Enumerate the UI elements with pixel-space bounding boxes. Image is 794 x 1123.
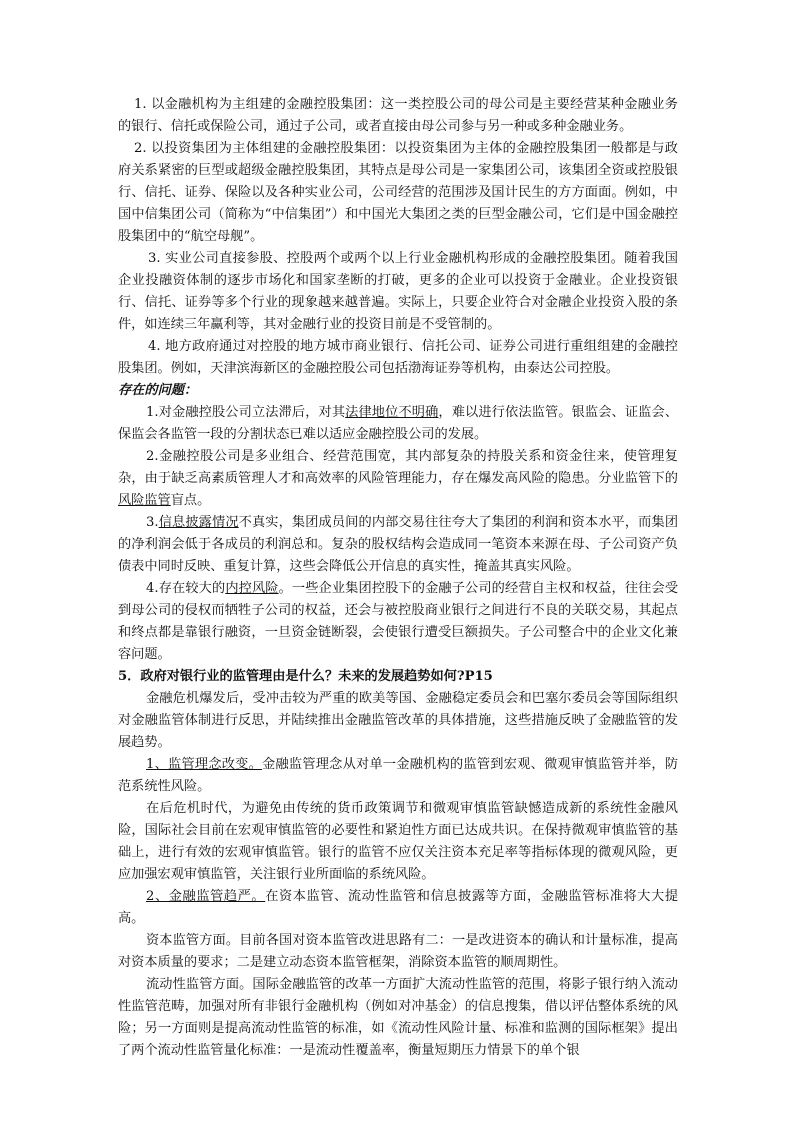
trend-2 [118,886,678,930]
problem-item-2 [118,446,678,512]
paragraph-type-4: 4. 地方政府通过对控股的地方城市商业银行、信托公司、证券公司进行重组组建的金融控股集团。例如，天津滨海新区的金融控股公司包括渤海证券等机构，由泰达公司控股。 [118,339,678,376]
problem-item-3 [118,512,678,578]
problem-item-1 [118,402,678,446]
problem-1-text-a: 1.对金融控股公司立法滞后，对其 [146,405,346,420]
liquidity-regulation-paragraph: 流动性监管方面。国际金融监管的改革一方面扩大流动性监管的范围，将影子银行纳入流动性监管范畴，加强对所有非银行金融机构（例如对冲基金）的信息搜集，借以评估整体系统的风险；另一方面则是提高流动性监管的标准，如《流动性风险计量、标准和监测的国际框架》提出了两个流动性监管量化标准：一是流动性覆盖率，衡量短期压力情景下的单个银 [118,977,678,1058]
problem-3-underlined: 信息披露情况 [158,515,239,530]
trend-1 [118,754,678,798]
problem-1-text-b: ，难以进行依法监管。银监会、证监会、保监会各监管一段的分割状态已难以适应金融控股公司的发展。 [118,405,679,442]
problem-3-text-b: 不真实，集团成员间的内部交易往往夸大了集团的利润和资本水平，而集团的净利润会低于各成员的利润总和。复杂的股权结构会造成同一笔资本来源在母、子公司资产负债表中同时反映、重复计算，这些会降低公开信息的真实性，掩盖其真实风险。 [118,515,679,574]
paragraph-type-1: 1. 以金融机构为主组建的金融控股集团：这一类控股公司的母公司是主要经营某种金融业务的银行、信托或保险公司，通过子公司，或者直接由母公司参与另一种或多种金融业务。 [118,97,678,134]
problem-3-text-a: 3. [146,515,159,530]
trend-1-title: 1、监管理念改变。 [146,757,263,772]
paragraph-type-2: 2. 以投资集团为主体组建的金融控股集团：以投资集团为主体的金融控股集团一般都是与政府关系紧密的巨型或超级金融控股集团，其特点是母公司是一家集团公司，该集团全资或控股银行、信托、证券、保险以及各种实业公司，公司经营的范围涉及国计民生的方方面面。例如，中国中信集团公司（简称为“中信集团”）和中国光大集团之类的巨型金融公司，它们是中国金融控股集团中的“航空母舰”。 [118,141,678,244]
problem-4-text-a: 4.存在较大的 [146,581,226,596]
problems-heading: 存在的问题： [118,383,198,398]
question-5-intro: 金融危机爆发后，受冲击较为严重的欧美等国、金融稳定委员会和巴塞尔委员会等国际组织对金融监管体制进行反思，并陆续推出金融监管改革的具体措施，这些措施反映了金融监管的发展趋势。 [118,691,678,750]
problem-4-underlined: 内控风险 [225,581,279,596]
trend-2-text: 在资本监管、流动性监管和信息披露等方面，金融监管标准将大大提高。 [118,889,679,926]
problem-2-text-b: 盲点。 [170,493,211,508]
trend-1-detail: 在后危机时代，为避免由传统的货币政策调节和微观审慎监管缺憾造成新的系统性金融风险，国际社会目前在宏观审慎监管的必要性和紧迫性方面已达成共识。在保持微观审慎监管的基础上，进行有效的宏观审慎监管。银行的监管不应仅关注资本充足率等指标体现的微观风险，更应加强宏观审慎监管，关注银行业所面临的系统风险。 [118,801,678,882]
trend-2-title: 2、金融监管趋严。 [146,889,266,904]
trend-1-text: 金融监管理念从对单一金融机构的监管到宏观、微观审慎监管并举，防范系统性风险。 [118,757,679,794]
problem-1-underlined: 法律地位不明确 [345,405,439,420]
capital-regulation-paragraph: 资本监管方面。目前各国对资本监管改进思路有二：一是改进资本的确认和计量标准，提高对资本质量的要求；二是建立动态资本监管框架，消除资本监管的顺周期性。 [118,933,678,970]
problem-2-underlined: 风险监管 [118,493,171,508]
problem-4-text-b: 。一些企业集团控股下的金融子公司的经营自主权和权益，往往会受到母公司的侵权而牺牲子公司的权益，还会与被控股商业银行之间进行不良的关联交易，其起点和终点都是靠银行融资，一旦资金链断裂，会使银行遭受巨额损失。子公司整合中的企业文化兼容问题。 [118,581,679,662]
problem-item-4 [118,578,678,666]
problem-2-text-a: 2.金融控股公司是多业组合、经营范围宽，其内部复杂的持股关系和资金往来，使管理复杂，由于缺乏高素质管理人才和高效率的风险管理能力，存在爆发高风险的隐患。分业监管下的 [118,449,678,486]
paragraph-type-3: 3. 实业公司直接参股、控股两个或两个以上行业金融机构形成的金融控股集团。随着我国企业投融资体制的逐步市场化和国家垄断的打破，更多的企业可以投资于金融业。企业投资银行、信托、证券等多个行业的现象越来越普遍。实际上，只要企业符合对金融企业投资入股的条件，如连续三年赢利等，其对金融行业的投资目前是不受管制的。 [118,251,678,332]
document-page [118,94,678,1062]
question-5-heading: 5．政府对银行业的监管理由是什么？未来的发展趋势如何?P15 [118,669,493,684]
